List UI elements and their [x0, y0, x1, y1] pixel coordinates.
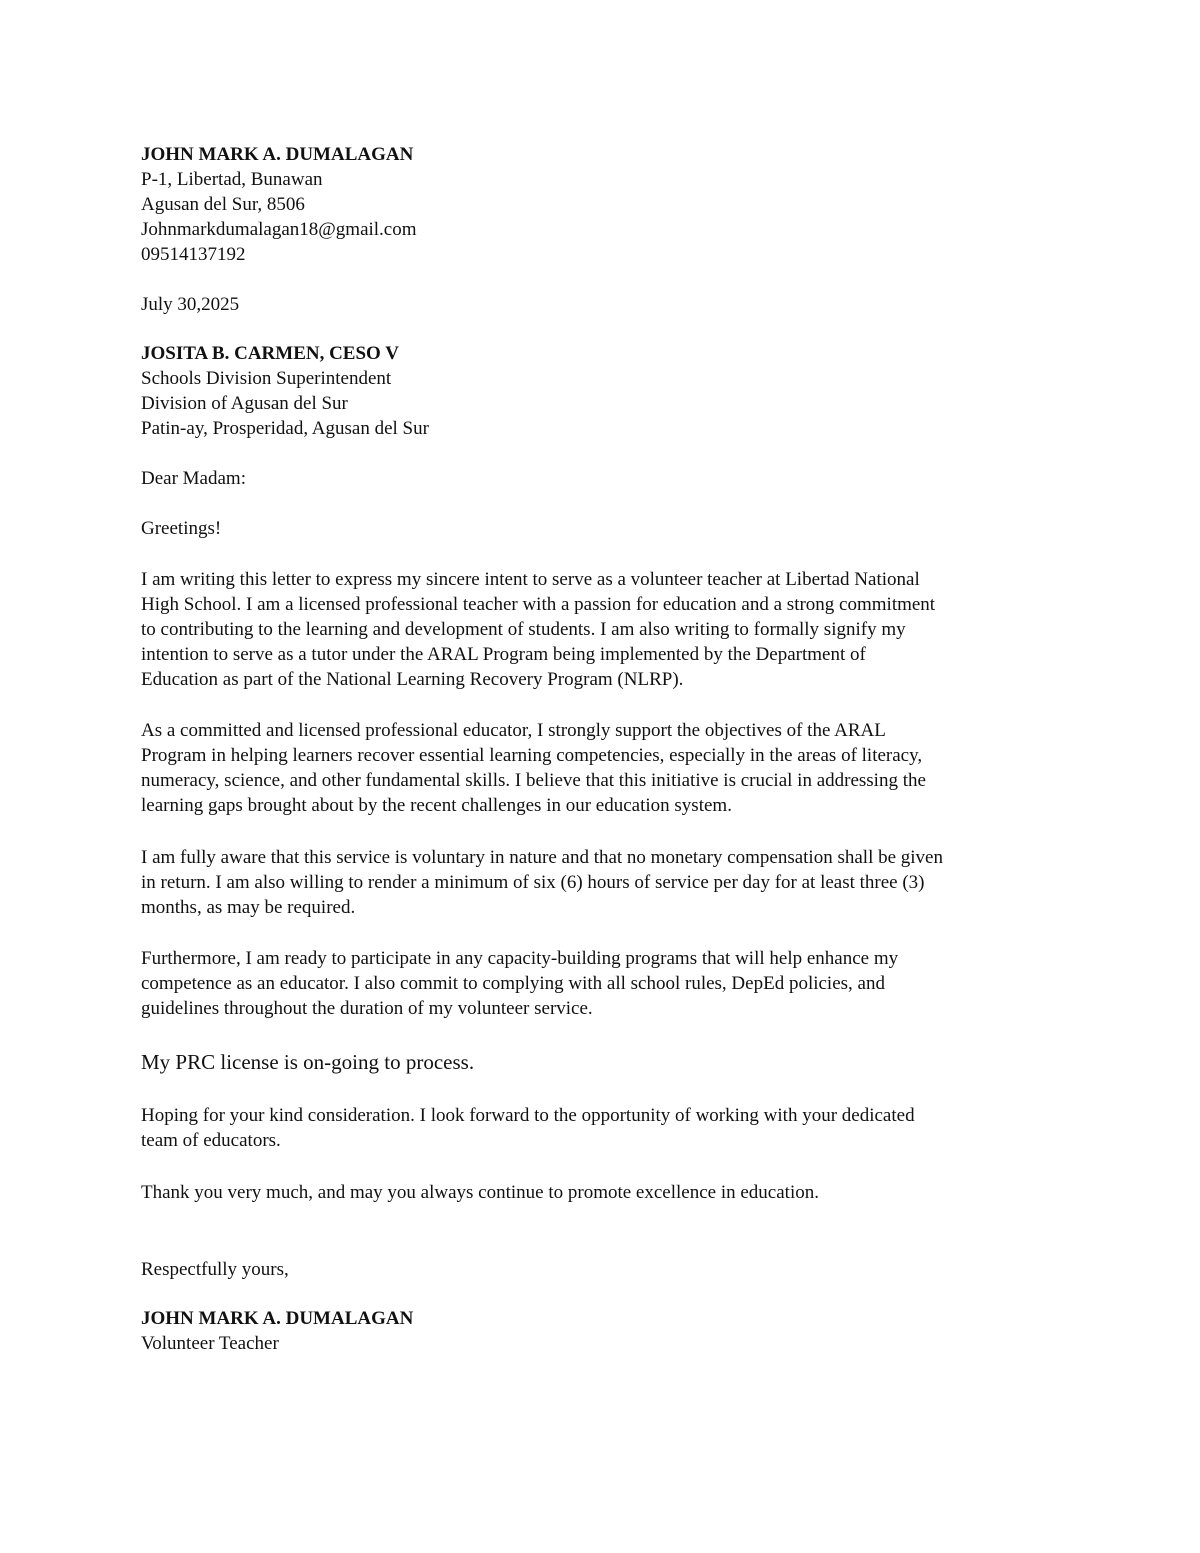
paragraph-line: Hoping for your kind consideration. I look forward to the opportunity of working with your dedicated	[141, 1105, 915, 1126]
greeting: Greetings!	[141, 518, 222, 539]
paragraph-line: guidelines throughout the duration of my volunteer service.	[141, 998, 593, 1019]
paragraph-line: competence as an educator. I also commit to complying with all school rules, DepEd policies, and	[141, 973, 885, 994]
sender-address-line1: P-1, Libertad, Bunawan	[141, 169, 323, 190]
paragraph-line: months, as may be required.	[141, 897, 356, 918]
signature-position: Volunteer Teacher	[141, 1333, 279, 1354]
sender-name: JOHN MARK A. DUMALAGAN	[141, 144, 414, 165]
paragraph-line: I am writing this letter to express my sincere intent to serve as a volunteer teacher at Libertad National	[141, 569, 920, 590]
paragraph-line: High School. I am a licensed professional teacher with a passion for education and a strong commitment	[141, 594, 936, 615]
closing-paragraph-2	[141, 1180, 1061, 1205]
paragraph-line: Thank you very much, and may you always continue to promote excellence in education.	[141, 1182, 819, 1203]
paragraph-line: Education as part of the National Learning Recovery Program (NLRP).	[141, 669, 684, 690]
recipient-block	[141, 341, 1061, 441]
body-paragraph-1	[141, 567, 1061, 692]
paragraph-line: I am fully aware that this service is voluntary in nature and that no monetary compensation shall be given	[141, 847, 943, 868]
paragraph-line: numeracy, science, and other fundamental skills. I believe that this initiative is crucial in addressing the	[141, 770, 926, 791]
sender-phone: 09514137192	[141, 244, 246, 265]
paragraph-line: learning gaps brought about by the recent challenges in our education system.	[141, 795, 732, 816]
recipient-address: Patin-ay, Prosperidad, Agusan del Sur	[141, 418, 429, 439]
recipient-title: Schools Division Superintendent	[141, 368, 392, 389]
paragraph-line: As a committed and licensed professional educator, I strongly support the objectives of the ARAL	[141, 720, 886, 741]
paragraph-line: intention to serve as a tutor under the ARAL Program being implemented by the Department of	[141, 644, 866, 665]
recipient-name: JOSITA B. CARMEN, CESO V	[141, 343, 399, 364]
closing-paragraph-1	[141, 1103, 1061, 1153]
license-note: My PRC license is on-going to process.	[141, 1050, 475, 1074]
signature-block	[141, 1306, 1061, 1356]
signature-name: JOHN MARK A. DUMALAGAN	[141, 1308, 414, 1329]
paragraph-line: Program in helping learners recover essential learning competencies, especially in the areas of literacy,	[141, 745, 923, 766]
recipient-office: Division of Agusan del Sur	[141, 393, 348, 414]
body-paragraph-2	[141, 718, 1061, 818]
sender-email: Johnmarkdumalagan18@gmail.com	[141, 219, 417, 240]
letter-date: July 30,2025	[141, 294, 240, 315]
sender-address-line2: Agusan del Sur, 8506	[141, 194, 305, 215]
complimentary-close: Respectfully yours,	[141, 1259, 289, 1280]
paragraph-line: team of educators.	[141, 1130, 281, 1151]
body-paragraph-4	[141, 946, 1061, 1021]
salutation: Dear Madam:	[141, 468, 246, 489]
paragraph-line: to contributing to the learning and development of students. I am also writing to formally signify my	[141, 619, 906, 640]
body-paragraph-3	[141, 845, 1061, 920]
paragraph-line: in return. I am also willing to render a minimum of six (6) hours of service per day for at least three (3)	[141, 872, 925, 893]
sender-block	[141, 142, 1061, 267]
paragraph-line: Furthermore, I am ready to participate in any capacity-building programs that will help enhance my	[141, 948, 899, 969]
